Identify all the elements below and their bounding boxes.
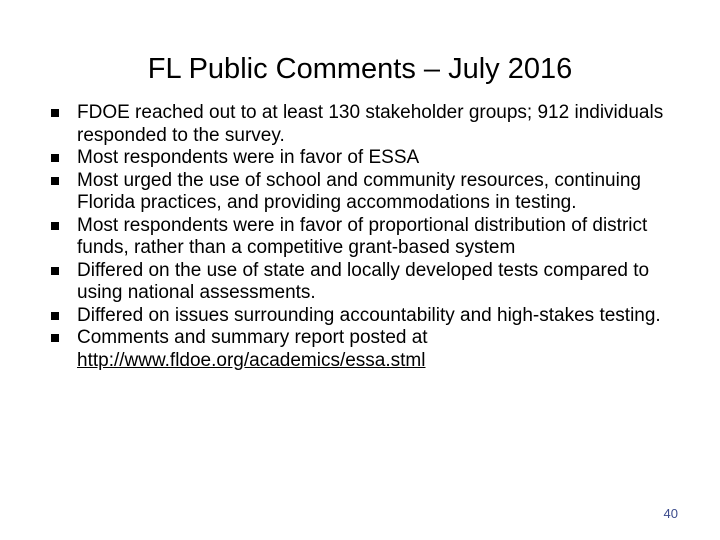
square-bullet-icon [51, 154, 59, 162]
bullet-text: Most respondents were in favor of proportional distribution of district funds, rather than a competitive grant-based system [77, 214, 648, 258]
bullet-text: Most urged the use of school and community resources, continuing Florida practices, and providing accommodations in testing. [77, 169, 641, 213]
bullet-text: Differed on issues surrounding accountability and high-stakes testing. [77, 304, 661, 326]
square-bullet-icon [51, 267, 59, 275]
essa-report-link[interactable]: http://www.fldoe.org/academics/essa.stml [77, 349, 426, 371]
square-bullet-icon [51, 312, 59, 320]
bullet-item [51, 170, 691, 215]
slide-title: FL Public Comments – July 2016 [147, 53, 573, 85]
square-bullet-icon [51, 222, 59, 230]
slide-number: 40 [663, 506, 678, 521]
bullet-text: Comments and summary report posted at [77, 327, 428, 348]
bullet-text: FDOE reached out to at least 130 stakeholder groups; 912 individuals responded to the survey. [77, 102, 664, 146]
bullet-item [51, 102, 691, 147]
bullet-item [51, 305, 691, 328]
bullet-text: Most respondents were in favor of ESSA [77, 147, 420, 168]
bullet-item [51, 147, 691, 170]
square-bullet-icon [51, 334, 59, 342]
bullet-list [51, 102, 691, 372]
bullet-item [51, 327, 691, 372]
square-bullet-icon [51, 109, 59, 117]
square-bullet-icon [51, 177, 59, 185]
bullet-item [51, 215, 691, 260]
bullet-item [51, 260, 691, 305]
bullet-text: Differed on the use of state and locally developed tests compared to using national assessments. [77, 259, 650, 303]
